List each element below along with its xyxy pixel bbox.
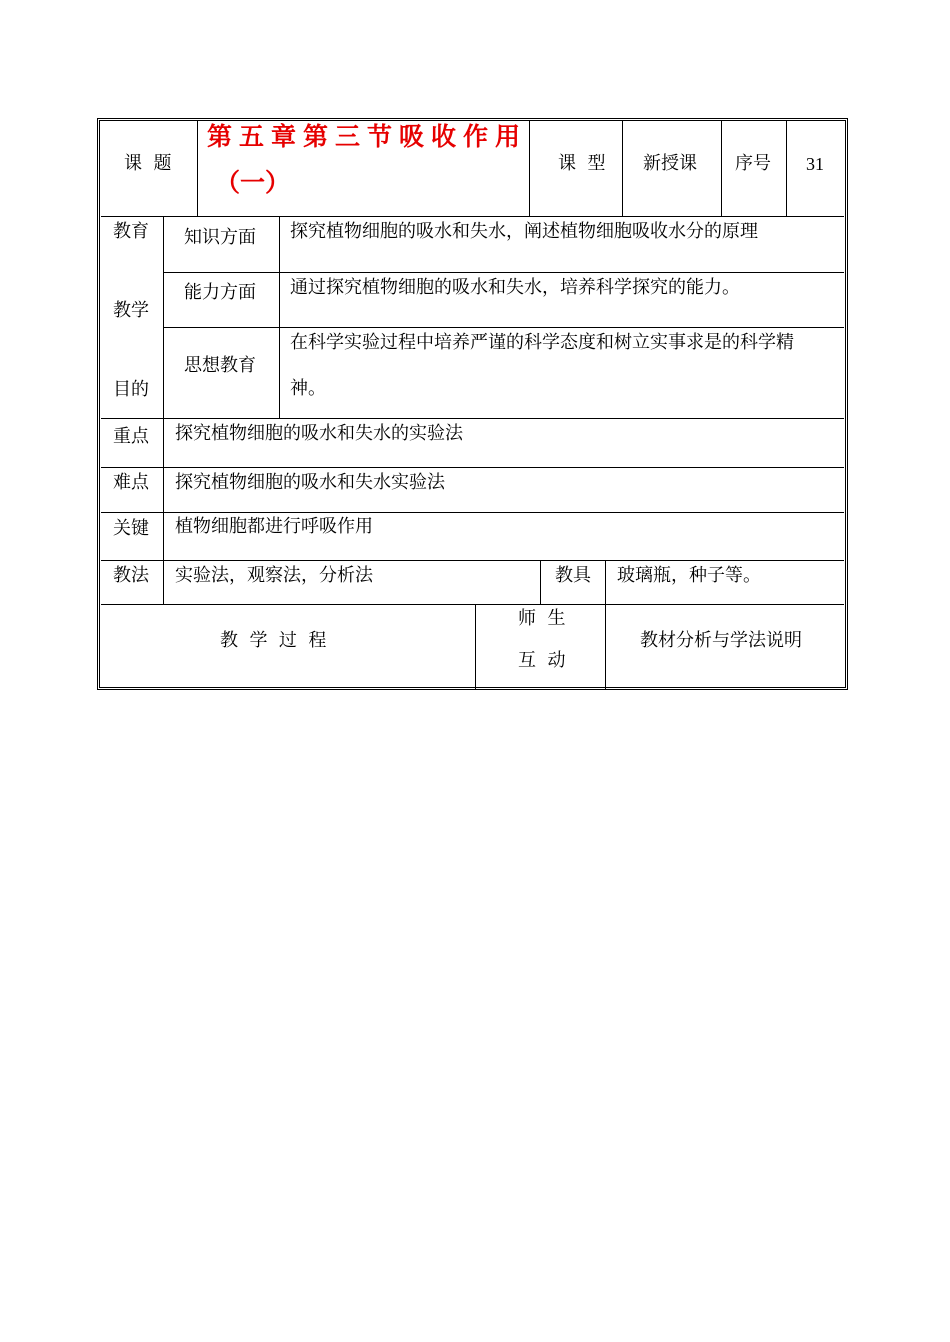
row-divider xyxy=(101,467,844,468)
type-value: 新授课 xyxy=(643,153,697,174)
tools-text: 玻璃瓶，种子等。 xyxy=(617,565,761,586)
difficult-points-label: 难点 xyxy=(113,472,149,493)
goal-label-knowledge: 知识方面 xyxy=(184,227,256,248)
col-divider xyxy=(540,560,541,604)
lesson-title-sub: （一） xyxy=(215,168,291,197)
seq-value: 31 xyxy=(806,154,824,174)
goal-text-ideology: 在科学实验过程中培养严谨的科学态度和树立实事求是的科学精 xyxy=(290,332,794,353)
methods-text: 实验法，观察法，分析法 xyxy=(175,565,373,586)
type-label: 课 型 xyxy=(558,153,606,174)
methods-label: 教法 xyxy=(113,565,149,586)
row-divider xyxy=(163,327,844,328)
col-divider xyxy=(475,604,476,689)
topic-label: 课 题 xyxy=(124,153,172,174)
goals-side-label: 目的 xyxy=(113,379,149,400)
crux-text: 植物细胞都进行呼吸作用 xyxy=(175,516,373,537)
col-divider xyxy=(622,121,623,216)
goal-label-ability: 能力方面 xyxy=(184,282,256,303)
row-divider xyxy=(163,272,844,273)
row-divider xyxy=(101,418,844,419)
row-divider xyxy=(101,216,844,217)
key-points-label: 重点 xyxy=(113,426,149,447)
col-divider xyxy=(197,121,198,216)
tools-label: 教具 xyxy=(555,565,591,586)
interaction-column-title: 师 生 xyxy=(518,608,566,629)
lesson-title: 第五章第三节吸收作用 xyxy=(207,122,528,151)
goal-label-ideology: 思想教育 xyxy=(184,355,256,376)
difficult-points-text: 探究植物细胞的吸水和失水实验法 xyxy=(175,472,445,493)
analysis-column-title: 教材分析与学法说明 xyxy=(640,630,802,651)
col-divider xyxy=(163,216,164,604)
row-divider xyxy=(101,512,844,513)
goal-text-knowledge: 探究植物细胞的吸水和失水，阐述植物细胞吸收水分的原理 xyxy=(290,221,758,242)
process-column-title: 教 学 过 程 xyxy=(220,630,327,651)
row-divider xyxy=(101,560,844,561)
goals-side-label: 教学 xyxy=(113,300,149,321)
key-points-text: 探究植物细胞的吸水和失水的实验法 xyxy=(175,423,463,444)
col-divider xyxy=(529,121,530,216)
goal-text-ability: 通过探究植物细胞的吸水和失水，培养科学探究的能力。 xyxy=(290,277,740,298)
col-divider xyxy=(721,121,722,216)
row-divider xyxy=(101,604,844,605)
seq-label: 序号 xyxy=(735,153,771,174)
col-divider xyxy=(786,121,787,216)
col-divider xyxy=(279,216,280,418)
col-divider xyxy=(605,560,606,689)
crux-label: 关键 xyxy=(113,518,149,539)
interaction-column-title-cont: 互 动 xyxy=(518,650,566,671)
goal-text-ideology-cont: 神。 xyxy=(290,378,326,399)
goals-side-label: 教育 xyxy=(113,221,149,242)
